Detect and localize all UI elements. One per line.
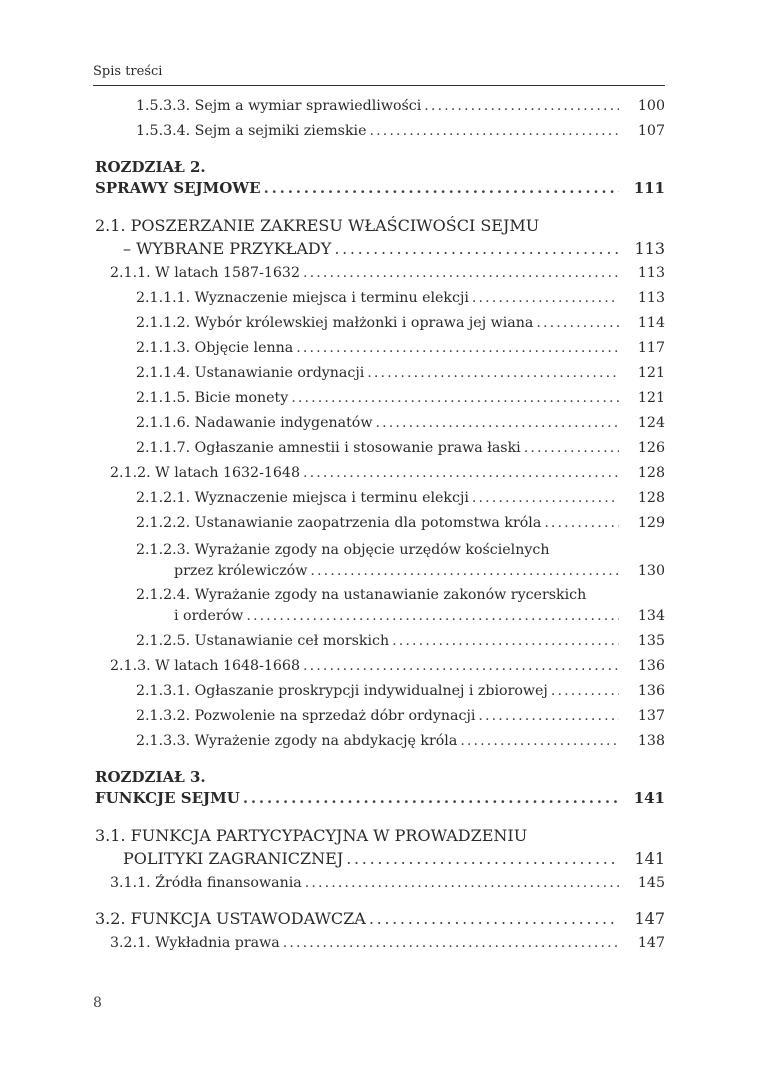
leader-dots bbox=[367, 363, 619, 384]
leader-dots bbox=[478, 706, 619, 727]
leader-dots bbox=[472, 488, 619, 509]
section-title: 3.2. FUNKCJA USTAWODAWCZA bbox=[95, 909, 366, 928]
toc-chapter[interactable] bbox=[95, 157, 665, 199]
leader-dots bbox=[551, 681, 619, 702]
toc-entry[interactable] bbox=[136, 513, 665, 534]
toc-section[interactable] bbox=[95, 824, 665, 870]
toc-entry[interactable] bbox=[136, 121, 665, 142]
toc-entry[interactable] bbox=[110, 463, 665, 484]
toc-entry-title: 2.1.2.2. Ustanawianie zaopatrzenia dla potomstwa króla bbox=[136, 515, 542, 531]
toc-entry-page: 129 bbox=[637, 515, 665, 531]
chapter-number: ROZDZIAŁ 3. bbox=[95, 768, 206, 786]
toc-entry[interactable] bbox=[136, 488, 665, 509]
toc-entry-page: 147 bbox=[637, 935, 665, 951]
toc-entry-page: 134 bbox=[637, 608, 665, 624]
chapter-number: ROZDZIAŁ 2. bbox=[95, 158, 206, 176]
toc-entry[interactable] bbox=[136, 288, 665, 309]
toc-entry[interactable] bbox=[136, 631, 665, 652]
toc-entry-page: 145 bbox=[637, 875, 665, 891]
leader-dots bbox=[369, 907, 619, 930]
toc-entry-page: 135 bbox=[637, 633, 665, 649]
toc-entry-page: 141 bbox=[634, 849, 665, 868]
toc-entry-page: 136 bbox=[637, 658, 665, 674]
leader-dots bbox=[544, 513, 619, 534]
toc-entry-title-line1: 2.1.2.3. Wyrażanie zgody na objęcie urzędów kościelnych bbox=[136, 542, 550, 558]
leader-dots bbox=[524, 438, 619, 459]
toc-entry-title: 3.1.1. Źródła finansowania bbox=[110, 875, 302, 891]
toc-entry-page: 121 bbox=[637, 365, 665, 381]
toc-section[interactable] bbox=[95, 214, 665, 260]
toc-entry[interactable] bbox=[136, 413, 665, 434]
section-title-line2: – WYBRANE PRZYKŁADY bbox=[123, 239, 332, 258]
section-title-line2: POLITYKI ZAGRANICZNEJ bbox=[123, 849, 344, 868]
toc-entry-title: 2.1.1.4. Ustanawianie ordynacji bbox=[136, 365, 365, 381]
toc-entry-page: 128 bbox=[637, 465, 665, 481]
toc-entry-page: 126 bbox=[637, 440, 665, 456]
toc-entry-page: 100 bbox=[637, 98, 665, 114]
leader-dots bbox=[305, 873, 619, 894]
toc-entry-title: 2.1.3.3. Wyrażenie zgody na abdykację króla bbox=[136, 733, 458, 749]
chapter-title: SPRAWY SEJMOWE bbox=[95, 179, 261, 197]
toc-entry-title: 2.1.2.5. Ustanawianie ceł morskich bbox=[136, 633, 390, 649]
toc-entry[interactable] bbox=[136, 540, 665, 582]
toc-entry-title-line1: 2.1.2.4. Wyrażanie zgody na ustanawianie zakonów rycerskich bbox=[136, 587, 587, 603]
toc-entry[interactable] bbox=[136, 363, 665, 384]
toc-entry-title: 2.1.1.3. Objęcie lenna bbox=[136, 340, 294, 356]
toc-chapter[interactable] bbox=[95, 767, 665, 809]
toc-entry-title: 2.1.1.2. Wybór królewskiej małżonki i oprawa jej wiana bbox=[136, 315, 534, 331]
toc-entry[interactable] bbox=[136, 681, 665, 702]
leader-dots bbox=[310, 561, 619, 582]
section-title-line1: 3.1. FUNKCJA PARTYCYPACYJNA W PROWADZENIU bbox=[95, 826, 528, 845]
leader-dots bbox=[334, 237, 619, 260]
toc-entry-title-line2: przez królewiczów bbox=[174, 563, 308, 579]
leader-dots bbox=[246, 606, 619, 627]
leader-dots bbox=[264, 178, 619, 199]
toc-entry-title: 2.1.3.1. Ogłaszanie proskrypcji indywidualnej i zbiorowej bbox=[136, 683, 548, 699]
section-title-line1: 2.1. POSZERZANIE ZAKRESU WŁAŚCIWOŚCI SEJMU bbox=[95, 216, 540, 235]
toc-entry-page: 147 bbox=[634, 909, 665, 928]
leader-dots bbox=[303, 656, 619, 677]
page-number: 8 bbox=[93, 995, 102, 1011]
toc-entry-title-line2: i orderów bbox=[174, 608, 244, 624]
toc-entry-title: 2.1.1.5. Bicie monety bbox=[136, 390, 289, 406]
leader-dots bbox=[536, 313, 619, 334]
leader-dots bbox=[392, 631, 619, 652]
running-header bbox=[93, 62, 665, 86]
toc-entry[interactable] bbox=[110, 873, 665, 894]
chapter-title: FUNKCJE SEJMU bbox=[95, 789, 240, 807]
toc-entry-title: 3.2.1. Wykładnia prawa bbox=[110, 935, 280, 951]
running-title: Spis treści bbox=[93, 64, 163, 79]
toc-entry[interactable] bbox=[136, 96, 665, 117]
toc-entry-title: 2.1.1.6. Nadawanie indygenatów bbox=[136, 415, 373, 431]
toc-entry-page: 136 bbox=[637, 683, 665, 699]
toc-entry[interactable] bbox=[136, 585, 665, 627]
leader-dots bbox=[346, 847, 619, 870]
toc-entry-page: 141 bbox=[633, 789, 665, 807]
toc-entry-page: 124 bbox=[637, 415, 665, 431]
toc-entry-title: 2.1.3.2. Pozwolenie na sprzedaż dóbr ordynacji bbox=[136, 708, 476, 724]
toc-entry-page: 128 bbox=[637, 490, 665, 506]
leader-dots bbox=[424, 96, 619, 117]
toc-entry-page: 130 bbox=[637, 563, 665, 579]
leader-dots bbox=[375, 413, 619, 434]
toc-entry-title: 2.1.3. W latach 1648-1668 bbox=[110, 658, 300, 674]
toc-entry-title: 1.5.3.3. Sejm a wymiar sprawiedliwości bbox=[136, 98, 422, 114]
toc-entry-page: 111 bbox=[633, 179, 665, 197]
toc-entry[interactable] bbox=[136, 731, 665, 752]
leader-dots bbox=[296, 338, 619, 359]
toc-entry-page: 114 bbox=[637, 315, 665, 331]
toc-entry[interactable] bbox=[110, 656, 665, 677]
toc-entry-page: 138 bbox=[637, 733, 665, 749]
toc-section[interactable] bbox=[95, 907, 665, 930]
toc-entry[interactable] bbox=[136, 338, 665, 359]
toc-entry[interactable] bbox=[136, 438, 665, 459]
leader-dots bbox=[283, 933, 619, 954]
toc-entry-title: 2.1.1.7. Ogłaszanie amnestii i stosowanie prawa łaski bbox=[136, 440, 521, 456]
leader-dots bbox=[243, 788, 619, 809]
toc-entry[interactable] bbox=[136, 706, 665, 727]
leader-dots bbox=[291, 388, 619, 409]
toc-entry-title: 1.5.3.4. Sejm a sejmiki ziemskie bbox=[136, 123, 367, 139]
toc-entry-page: 113 bbox=[634, 239, 665, 258]
leader-dots bbox=[303, 463, 619, 484]
toc-entry-title: 2.1.1. W latach 1587-1632 bbox=[110, 265, 300, 281]
toc-entry-page: 137 bbox=[637, 708, 665, 724]
toc-entry-page: 121 bbox=[637, 390, 665, 406]
toc-entry-page: 113 bbox=[637, 265, 665, 281]
leader-dots bbox=[303, 263, 619, 284]
toc-entry[interactable] bbox=[136, 313, 665, 334]
toc-entry-title: 2.1.1.1. Wyznaczenie miejsca i terminu elekcji bbox=[136, 290, 469, 306]
toc-entry[interactable] bbox=[136, 388, 665, 409]
toc-entry-title: 2.1.2.1. Wyznaczenie miejsca i terminu elekcji bbox=[136, 490, 469, 506]
leader-dots bbox=[370, 121, 620, 142]
toc-entry-page: 113 bbox=[637, 290, 665, 306]
leader-dots bbox=[460, 731, 619, 752]
toc-entry-page: 117 bbox=[637, 340, 665, 356]
leader-dots bbox=[472, 288, 619, 309]
toc-entry[interactable] bbox=[110, 933, 665, 954]
toc-entry[interactable] bbox=[110, 263, 665, 284]
toc-entry-title: 2.1.2. W latach 1632-1648 bbox=[110, 465, 300, 481]
toc-entry-page: 107 bbox=[637, 123, 665, 139]
